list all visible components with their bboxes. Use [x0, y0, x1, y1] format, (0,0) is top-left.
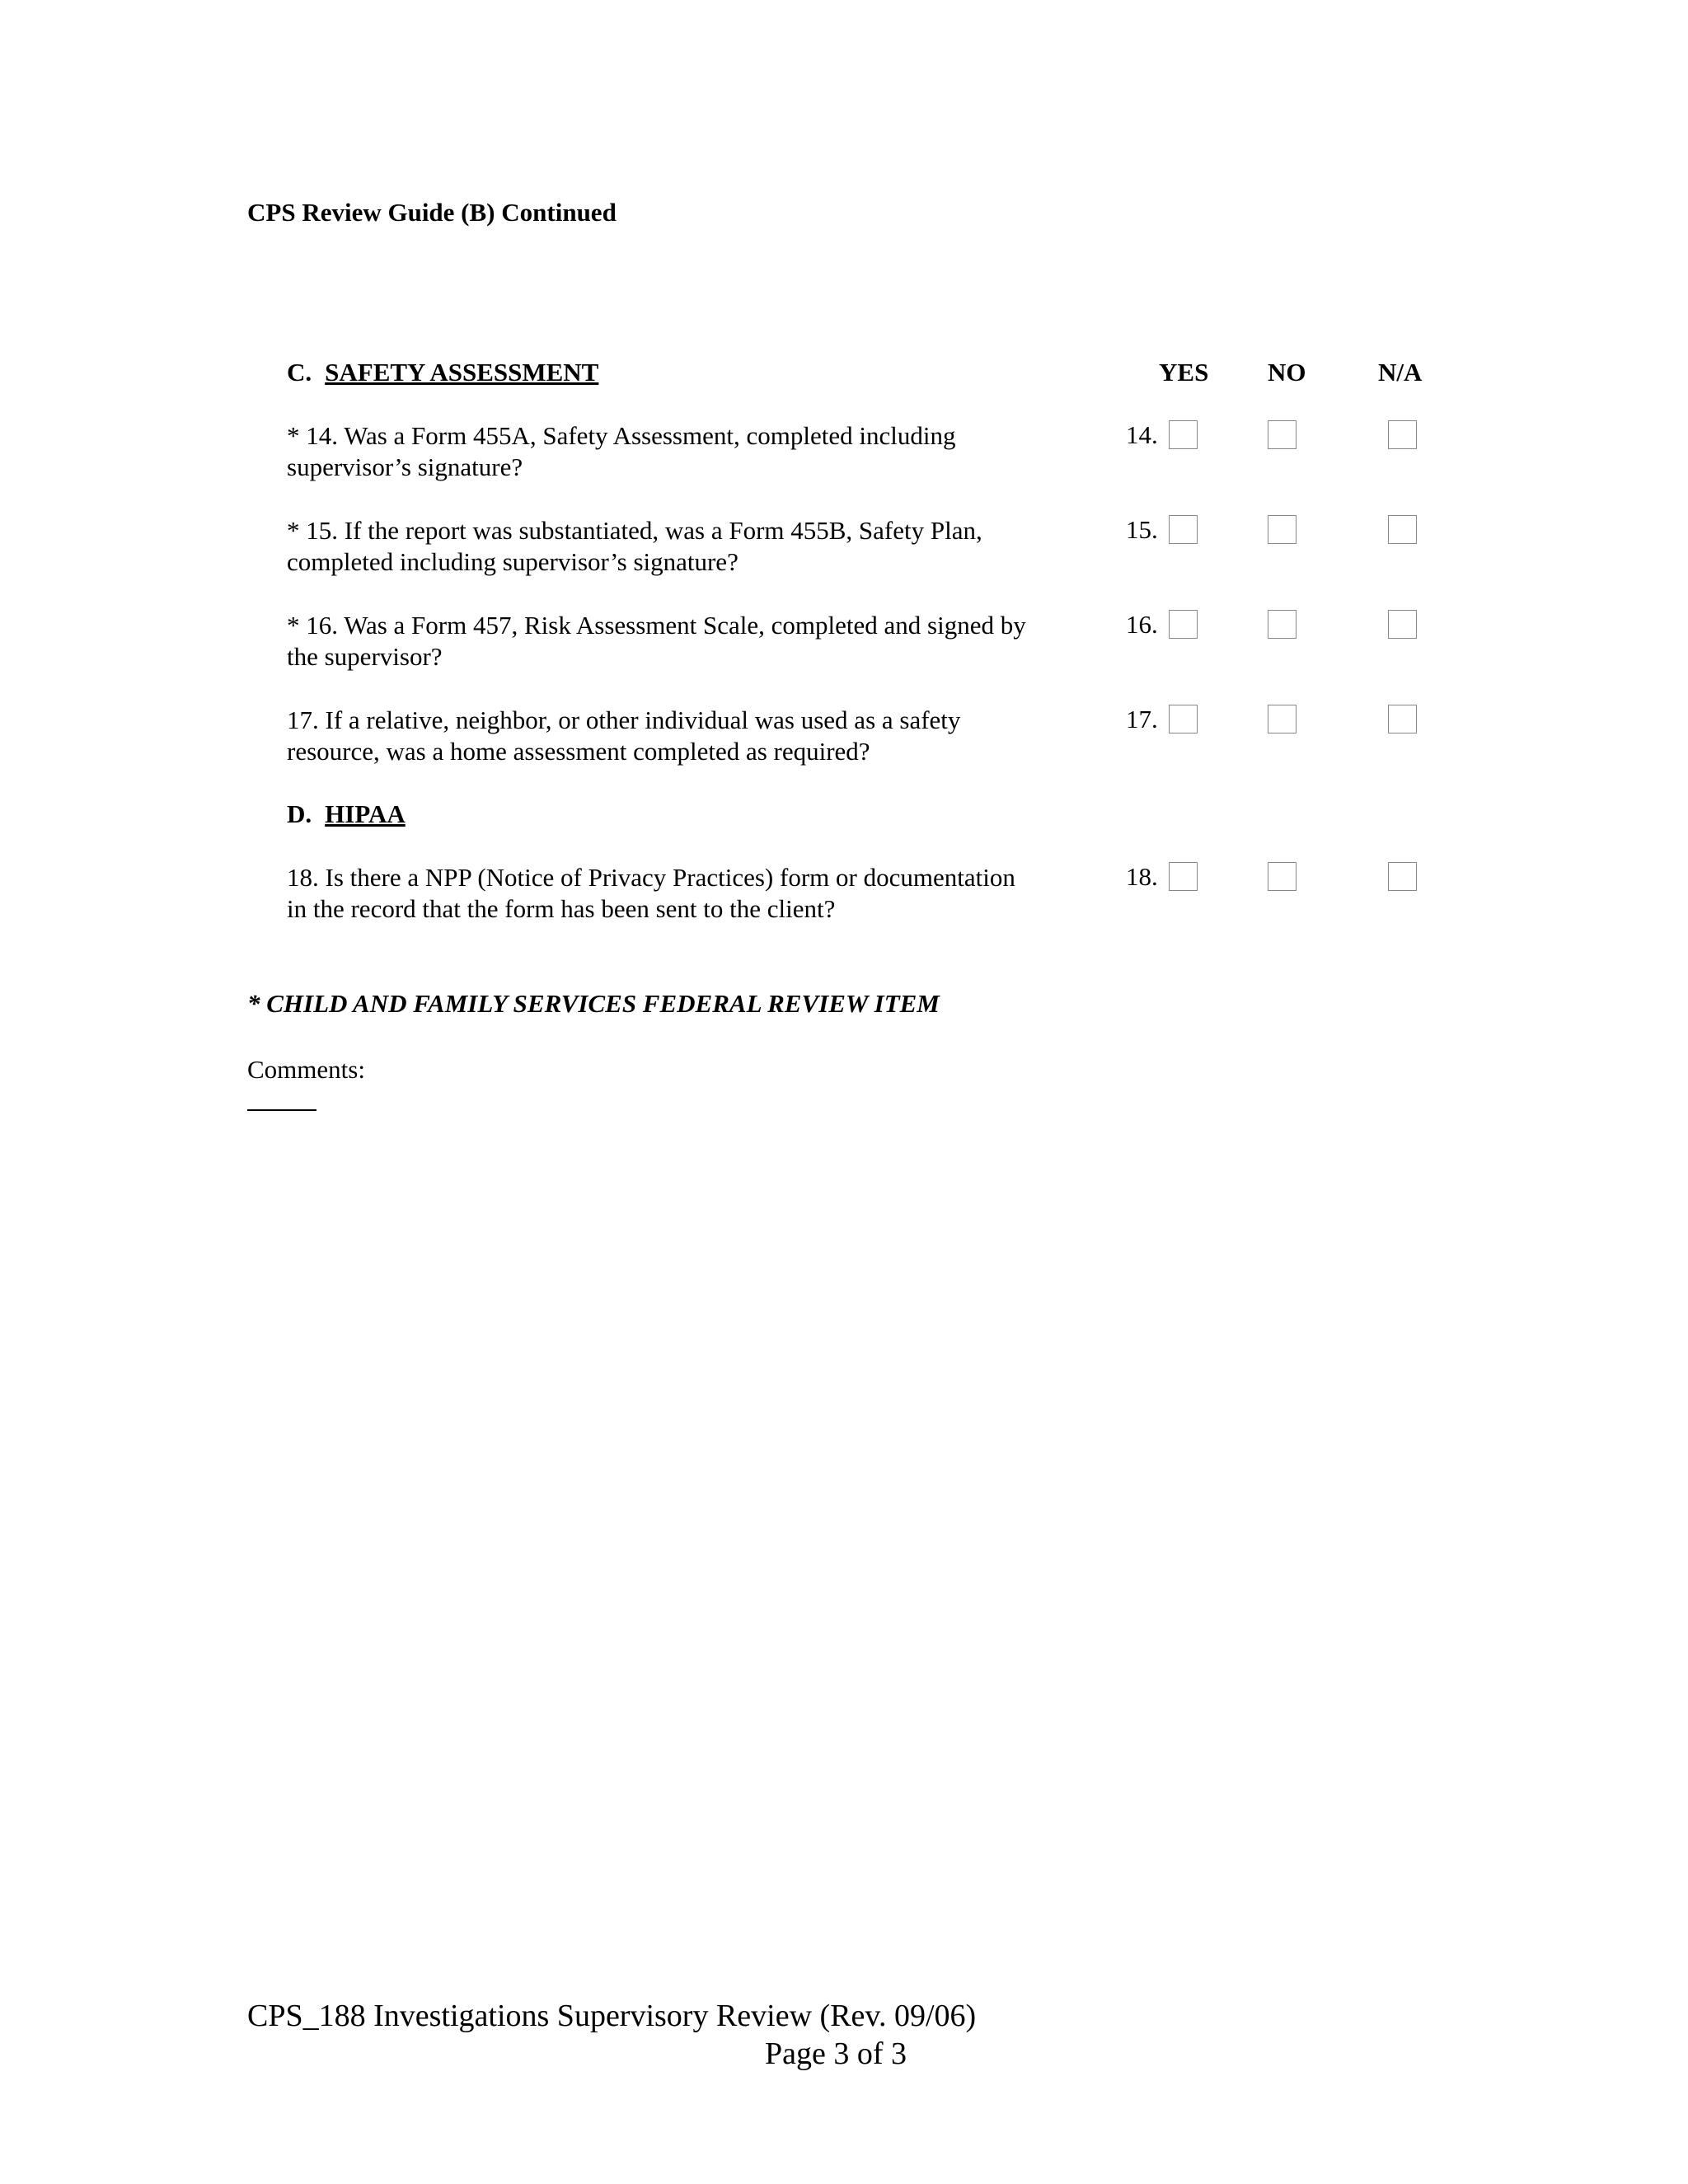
question-number: 15.	[1126, 515, 1158, 544]
question-number: 18.	[1126, 862, 1158, 891]
checkbox-15-no[interactable]	[1268, 515, 1296, 544]
checkbox-14-yes[interactable]	[1169, 420, 1198, 449]
column-header-na: N/A	[1378, 358, 1423, 387]
checkbox-18-na[interactable]	[1388, 862, 1417, 891]
question-number: 14.	[1126, 420, 1158, 449]
question-text: resource, was a home assessment completed as required?	[287, 737, 870, 766]
question-15	[287, 515, 1095, 578]
question-16	[287, 610, 1095, 673]
checkbox-18-no[interactable]	[1268, 862, 1296, 891]
comments-field[interactable]	[247, 1109, 316, 1111]
column-header-no: NO	[1268, 358, 1306, 387]
question-number: 16.	[1126, 610, 1158, 639]
document-title: CPS Review Guide (B) Continued	[247, 198, 617, 227]
question-17	[287, 705, 1095, 767]
section-heading-safety-assessment	[287, 358, 598, 387]
checkbox-17-na[interactable]	[1388, 705, 1417, 733]
question-text: the supervisor?	[287, 642, 443, 671]
question-number: 17.	[1126, 705, 1158, 733]
checkbox-16-no[interactable]	[1268, 610, 1296, 639]
federal-review-note: * CHILD AND FAMILY SERVICES FEDERAL REVIEW ITEM	[247, 989, 940, 1018]
question-text: in the record that the form has been sent to the client?	[287, 894, 836, 923]
question-18	[287, 862, 1095, 925]
checkbox-17-yes[interactable]	[1169, 705, 1198, 733]
section-name: SAFETY ASSESSMENT	[325, 358, 599, 387]
comments-label: Comments:	[247, 1055, 365, 1084]
checkbox-15-na[interactable]	[1388, 515, 1417, 544]
question-text: * 15. If the report was substantiated, was a Form 455B, Safety Plan,	[287, 516, 982, 545]
question-text: 18. Is there a NPP (Notice of Privacy Practices) form or documentation	[287, 863, 1015, 892]
section-letter: C.	[287, 358, 312, 387]
footer-page-number: Page 3 of 3	[765, 2036, 907, 2071]
checkbox-16-yes[interactable]	[1169, 610, 1198, 639]
checkbox-17-no[interactable]	[1268, 705, 1296, 733]
section-letter: D.	[287, 799, 312, 828]
question-text: supervisor’s signature?	[287, 452, 523, 481]
checkbox-14-no[interactable]	[1268, 420, 1296, 449]
footer-form-name: CPS_188 Investigations Supervisory Review (Rev. 09/06)	[247, 1999, 977, 2033]
checkbox-15-yes[interactable]	[1169, 515, 1198, 544]
checkbox-14-na[interactable]	[1388, 420, 1417, 449]
checkbox-18-yes[interactable]	[1169, 862, 1198, 891]
checkbox-16-na[interactable]	[1388, 610, 1417, 639]
section-heading-hipaa	[287, 799, 406, 829]
question-text: completed including supervisor’s signature?	[287, 547, 738, 576]
section-name: HIPAA	[325, 799, 406, 828]
question-text: 17. If a relative, neighbor, or other individual was used as a safety	[287, 705, 961, 734]
question-text: * 14. Was a Form 455A, Safety Assessment, completed including	[287, 421, 956, 450]
question-14	[287, 420, 1095, 483]
question-text: * 16. Was a Form 457, Risk Assessment Scale, completed and signed by	[287, 611, 1026, 640]
column-header-yes: YES	[1159, 358, 1209, 387]
